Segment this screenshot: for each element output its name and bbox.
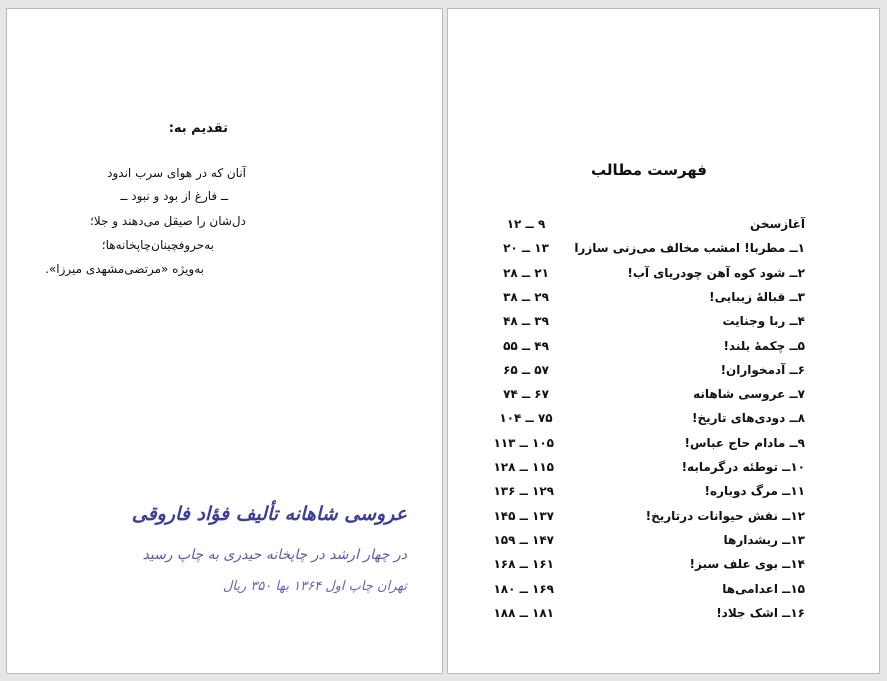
toc-item-title: ۱ــ مطربا! امشب مخالف می‌زنی سازرا	[574, 241, 805, 256]
toc-title: فهرست مطالب	[591, 161, 707, 179]
toc-item-title: ۱۶ــ اشک جلاد!	[716, 605, 805, 620]
dedication-line: به‌حروفچینان‌چاپخانه‌ها؛	[101, 238, 214, 252]
toc-item-pages: ۱۳۷ ــ ۱۴۵	[493, 508, 554, 523]
toc-row	[448, 582, 881, 602]
dedication-line: آنان که در هوای سرب اندود	[107, 166, 246, 180]
toc-item-title: ۳ــ قبالهٔ زیبایی!	[709, 289, 805, 304]
dedication-title: تقدیم به:	[168, 121, 228, 136]
toc-row	[448, 241, 881, 261]
dedication-line: دل‌شان را صیقل می‌دهند و جلا؛	[90, 214, 246, 228]
toc-row	[448, 217, 881, 237]
toc-row	[448, 509, 881, 529]
toc-item-pages: ۱۱۵ ــ ۱۲۸	[493, 460, 554, 474]
toc-row	[448, 606, 881, 626]
toc-item-title: ۴ــ ربا وجنایت	[722, 314, 805, 329]
toc-item-pages: ۱۸۱ ــ ۱۸۸	[493, 605, 554, 620]
stamp-line: در چهار ارشد در چاپخانه حیدری به چاپ رسید	[142, 547, 407, 563]
toc-item-pages: ۳۹ ــ ۴۸	[503, 314, 549, 329]
toc-row	[448, 363, 881, 383]
toc-row	[448, 557, 881, 577]
toc-item-title: ۱۱ــ مرگ دوباره!	[704, 484, 805, 499]
toc-item-title: ۱۳ــ ریشدارها	[723, 532, 805, 547]
toc-row	[448, 533, 881, 553]
dedication-line: به‌ویژه «مرتضی‌مشهدی میرزا».	[45, 262, 204, 276]
right-page	[447, 8, 880, 674]
toc-row	[448, 484, 881, 504]
toc-item-pages: ۲۱ ــ ۲۸	[503, 265, 549, 280]
toc-item-title: آغازسخن	[750, 217, 805, 231]
toc-item-title: ۸ــ دودی‌های تاریخ!	[691, 411, 805, 426]
toc-row	[448, 314, 881, 334]
toc-row	[448, 460, 881, 480]
dedication-line: ــ فارغ از بود و نبود ــ	[120, 189, 228, 203]
stamp-line: عروسی شاهانه تألیف فؤاد فاروقی	[131, 503, 407, 525]
toc-item-title: ۷ــ عروسی شاهانه	[693, 387, 805, 402]
toc-row	[448, 436, 881, 456]
toc-item-pages: ۱۰۵ ــ ۱۱۳	[493, 435, 554, 450]
toc-item-pages: ۷۵ ــ ۱۰۴	[499, 411, 553, 426]
toc-item-title: ۱۲ــ نقش حیوانات درتاریخ!	[645, 508, 805, 523]
toc-item-pages: ۱۶۱ ــ ۱۶۸	[493, 557, 554, 572]
toc-item-title: ۹ــ مادام حاج عباس!	[684, 435, 805, 450]
toc-item-title: ۵ــ چکمهٔ بلند!	[723, 338, 805, 353]
toc-row	[448, 266, 881, 286]
toc-item-pages: ۴۹ ــ ۵۵	[503, 338, 549, 353]
toc-row	[448, 411, 881, 431]
toc-item-pages: ۱۲۹ ــ ۱۳۶	[493, 484, 554, 499]
toc-item-title: ۱۴ــ بوی علف سبز!	[689, 557, 805, 572]
left-page	[6, 8, 443, 674]
toc-item-pages: ۵۷ ــ ۶۵	[503, 362, 549, 377]
toc-row	[448, 290, 881, 310]
toc-item-title: ۶ــ آدمخواران!	[720, 362, 805, 377]
toc-item-title: ۱۵ــ اعدامی‌ها	[722, 581, 805, 596]
toc-item-pages: ۶۷ ــ ۷۴	[503, 387, 549, 402]
toc-item-pages: ۲۹ ــ ۳۸	[503, 289, 549, 304]
toc-item-pages: ۱۶۹ ــ ۱۸۰	[493, 581, 554, 596]
handwritten-stamp	[131, 495, 407, 605]
stamp-line: تهران چاپ اول ۱۳۶۴ بها ۳۵۰ ریال	[222, 579, 407, 594]
toc-item-title: ۱۰ــ توطئه درگرمابه!	[681, 460, 805, 474]
toc-row	[448, 339, 881, 359]
toc-item-title: ۲ــ شود کوه آهن چودریای آب!	[627, 265, 805, 280]
toc-row	[448, 387, 881, 407]
toc-item-pages: ۱۳ ــ ۲۰	[503, 241, 549, 256]
toc-item-pages: ۹ ــ ۱۲	[506, 217, 546, 231]
toc-item-pages: ۱۴۷ ــ ۱۵۹	[493, 532, 554, 547]
